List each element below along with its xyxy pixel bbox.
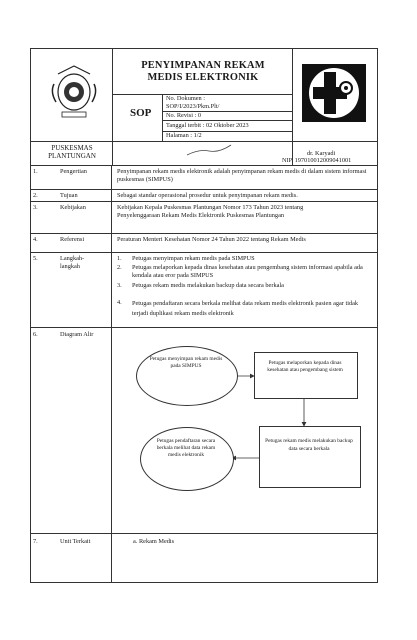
row-label-diagram: Diagram Alir [60, 331, 94, 338]
step-number-4: 4. [117, 299, 122, 306]
row-text-pengertian: Penyimpanan rekam medis elektronik adalah penyimpanan rekam medis di dalam sistem informasi puskesmas (SIMPUS) [117, 168, 367, 183]
sop-label: SOP [130, 107, 152, 119]
row-number-4: 4. [33, 236, 38, 243]
row-text-tujuan: Sebagai standar operasional prosedur untuk penyimpanan rekam medis. [117, 192, 298, 199]
flow-node-4 [140, 427, 234, 491]
issue-date: Tanggal terbit : 02 Oktober 2023 [166, 122, 249, 129]
row-text-referensi: Peraturan Menteri Kesehatan Nomor 24 Tahun 2022 tentang Rekam Medis [117, 236, 306, 243]
flow-node-3-text: Petugas rekam medis melakukan backup data secara berkala [265, 438, 353, 452]
step-number-2: 2. [117, 264, 122, 271]
row-label-pengertian: Pengertian [60, 168, 87, 175]
flow-node-2-text: Petugas melaporkan kepada dinas kesehatan atau pengembang sistem [267, 360, 343, 373]
row-number-7: 7. [33, 538, 38, 545]
step-number-3: 3. [117, 282, 122, 289]
row-label-langkah: Langkah-langkah [60, 255, 85, 270]
row-number-1: 1. [33, 168, 38, 175]
revision-number: No. Revisi : 0 [166, 112, 201, 119]
signer-nip: NIP. 197010012009041001 [282, 157, 352, 164]
flow-node-3 [259, 426, 361, 488]
step-number-1: 1. [117, 255, 122, 262]
doc-number-label: No. Dokumen : [166, 95, 206, 102]
org-line-2: PLANTUNGAN [48, 151, 96, 160]
org-line-1: PUSKESMAS [51, 144, 93, 152]
doc-number-value: SOP/I/2023/Pkm.Plt/ [166, 103, 220, 110]
flow-node-1 [136, 346, 238, 406]
row-label-unit: Unit Terkait [60, 538, 91, 545]
row-number-6: 6. [33, 331, 38, 338]
row-label-referensi: Referensi [60, 236, 85, 243]
row-number-3: 3. [33, 204, 38, 211]
flow-node-1-text: Petugas menyimpan rekam medis pada SIMPUS [149, 356, 223, 369]
step-text-3: Petugas rekam medis melakukan backup data secara berkala [132, 282, 284, 289]
row-number-5: 5. [33, 255, 38, 262]
row-text-unit: a. Rekam Medis [133, 538, 175, 545]
title-line-2: MEDIS ELEKTRONIK [147, 72, 259, 83]
signer-name: dr. Karyadi [307, 150, 336, 157]
title-line-1: PENYIMPANAN REKAM [141, 60, 265, 71]
step-text-4: Petugas pendaftaran secara berkala melihat data rekam medis elektronik pasien agar tidak terjadi duplikasi rekam medis elektronik [132, 300, 359, 317]
row-label-tujuan: Tujuan [60, 192, 78, 199]
step-text-2: Petugas melaporkan kepada dinas kesehatan atau pengembang sistem informasi apabila ada kendala atau eror pada SIMPUS [132, 264, 363, 279]
row-text-kebijakan: Kebijakan Kepala Puskesmas Plantungan Nomor 173 Tahun 2023 tentang Penyelenggaraan Rekam Medis Elektronik Puskesmas Plantungan [117, 204, 304, 219]
flow-node-4-text: Petugas pendaftaran secara berkala melihat data rekam medis elektronik [156, 438, 216, 458]
page-number: Halaman : 1/2 [166, 132, 202, 139]
row-number-2: 2. [33, 192, 38, 199]
row-label-kebijakan: Kebijakan [60, 204, 86, 211]
step-text-1: Petugas menyimpan rekam medis pada SIMPUS [132, 255, 255, 262]
